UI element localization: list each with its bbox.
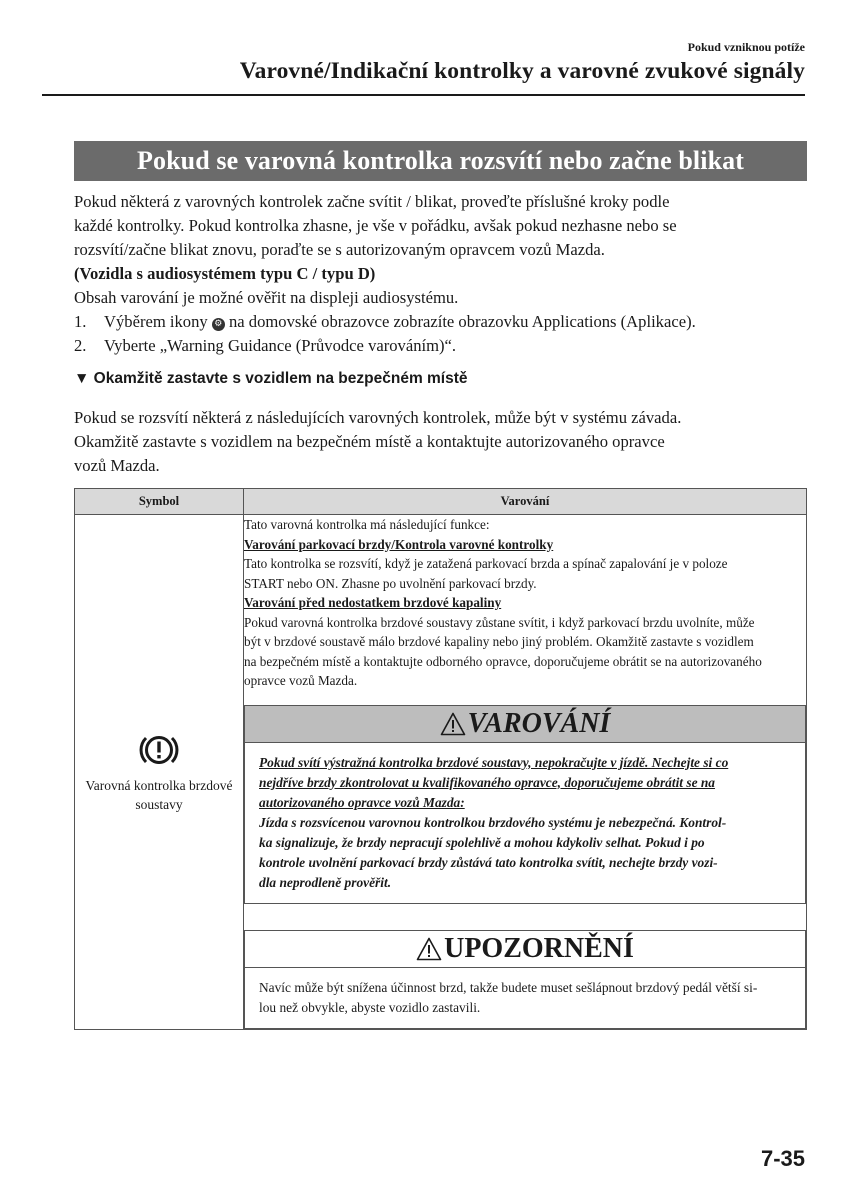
caution-triangle-icon bbox=[416, 937, 442, 961]
step-1 bbox=[74, 310, 809, 334]
page-number: 7-35 bbox=[760, 1146, 805, 1171]
intro-line: rozsvítí/začne blikat znovu, poraďte se s autorizovaným opravcem vozů Mazda. bbox=[74, 240, 605, 259]
warning-box-title: VAROVÁNÍ bbox=[467, 707, 611, 739]
warning-box-line: dla neprodleně prověřit. bbox=[259, 874, 392, 890]
warning-table bbox=[74, 488, 807, 1030]
brake-warning-icon bbox=[136, 730, 182, 770]
step-2 bbox=[74, 334, 809, 358]
table-row bbox=[75, 515, 807, 1030]
step-number: 2. bbox=[74, 336, 87, 355]
step-text-after: na domovské obrazovce zobrazíte obrazovku Applications (Aplikace). bbox=[224, 312, 696, 331]
caution-box-body bbox=[245, 968, 805, 1028]
warning-line: Tato kontrolka se rozsvítí, když je zatažená parkovací brzda a spínač zapalování je v poloze bbox=[244, 556, 728, 571]
warning-subheading: Varování parkovací brzdy/Kontrola varovné kontrolky bbox=[244, 536, 554, 552]
warning-box-line: autorizovaného opravce vozů Mazda: bbox=[259, 794, 465, 810]
warning-line: START nebo ON. Zhasne po uvolnění parkovací brzdy. bbox=[244, 575, 537, 591]
intro-text bbox=[74, 190, 809, 358]
warning-line: Tato varovná kontrolka má následující funkce: bbox=[244, 517, 490, 532]
intro-line: každé kontrolky. Pokud kontrolka zhasne, je vše v pořádku, avšak pokud nezhasne nebo se bbox=[74, 216, 677, 235]
warning-box-line: kontrole uvolnění parkovací brzdy zůstává tato kontrolka svítit, nechejte brzdy vozi- bbox=[259, 854, 718, 870]
caution-box-header bbox=[245, 931, 805, 968]
step-text: Vyberte „Warning Guidance (Průvodce varováním)“. bbox=[104, 336, 457, 355]
step-number: 1. bbox=[74, 312, 87, 331]
caution-box-line: Navíc může být snížena účinnost brzd, takže budete muset sešlápnout brzdový pedál větší si- bbox=[259, 979, 758, 995]
header-rule bbox=[42, 94, 805, 96]
paragraph-line: Pokud se rozsvítí některá z následujících varovných kontrolek, může být v systému závada. bbox=[74, 408, 682, 427]
section-title: Pokud se varovná kontrolka rozsvítí nebo začne blikat bbox=[74, 141, 807, 181]
intro-line: Pokud některá z varovných kontrolek začne svítit / blikat, proveďte příslušné kroky podle bbox=[74, 192, 670, 211]
warning-box-header bbox=[245, 706, 805, 743]
caution-box bbox=[244, 930, 806, 1029]
caution-box-line: lou než obvykle, abyste vozidlo zastavili. bbox=[259, 999, 481, 1015]
warning-box-line: Pokud svítí výstražná kontrolka brzdové soustavy, nepokračujte v jízdě. Nechejte si co bbox=[259, 754, 729, 770]
column-header-warning: Varování bbox=[244, 489, 807, 515]
subheading: ▼ Okamžitě zastavte s vozidlem na bezpečném místě bbox=[74, 370, 468, 387]
warning-line: být v brzdové soustavě málo brzdové kapaliny nebo jiný problém. Okamžitě zastavte s vozidlem bbox=[244, 634, 754, 649]
warning-box-line: Jízda s rozsvícenou varovnou kontrolkou brzdového systému je nebezpečná. Kontrol- bbox=[259, 814, 727, 830]
caution-box-title: UPOZORNĚNÍ bbox=[444, 932, 634, 964]
warning-box-line: nejdříve brzdy zkontrolovat u kvalifikovaného opravce, doporučujeme obrátit se na bbox=[259, 774, 716, 790]
warning-box-line: ka signalizuje, že brzdy nepracují spolehlivě a mohou kdykoliv selhat. Pokud i po bbox=[259, 834, 705, 850]
stop-paragraph bbox=[74, 406, 809, 478]
page-title: Varovné/Indikační kontrolky a varovné zvukové signály bbox=[239, 58, 805, 84]
paragraph-line: vozů Mazda. bbox=[74, 456, 160, 475]
warning-subheading: Varování před nedostatkem brzdové kapaliny bbox=[244, 595, 502, 610]
vehicle-note: (Vozidla s audiosystémem typu C / typu D) bbox=[74, 264, 376, 283]
column-header-symbol: Symbol bbox=[75, 489, 244, 515]
warning-line: opravce vozů Mazda. bbox=[244, 673, 358, 688]
warning-box bbox=[244, 705, 806, 904]
step-text-before: Výběrem ikony bbox=[104, 312, 212, 331]
symbol-cell bbox=[75, 515, 244, 1030]
warning-box-body bbox=[245, 743, 805, 903]
step-text bbox=[104, 310, 696, 334]
warning-triangle-icon bbox=[440, 712, 466, 736]
chapter-label: Pokud vzniknou potíže bbox=[687, 40, 805, 54]
warning-line: na bezpečném místě a kontaktujte odborného opravce, doporučujeme obrátit se na autorizovaného bbox=[244, 653, 762, 669]
gear-home-icon: ⚙ bbox=[212, 318, 225, 331]
table-header-row bbox=[75, 489, 807, 515]
intro-line: Obsah varování je možné ověřit na displeji audiosystému. bbox=[74, 288, 459, 307]
warning-line: Pokud varovná kontrolka brzdové soustavy zůstane svítit, i když parkovací brzdu uvolníte, může bbox=[244, 614, 755, 630]
symbol-label: Varovná kontrolka brzdové soustavy bbox=[85, 777, 233, 812]
warning-cell bbox=[244, 515, 807, 1030]
paragraph-line: Okamžitě zastavte s vozidlem na bezpečném místě a kontaktujte autorizovaného opravce bbox=[74, 432, 665, 451]
